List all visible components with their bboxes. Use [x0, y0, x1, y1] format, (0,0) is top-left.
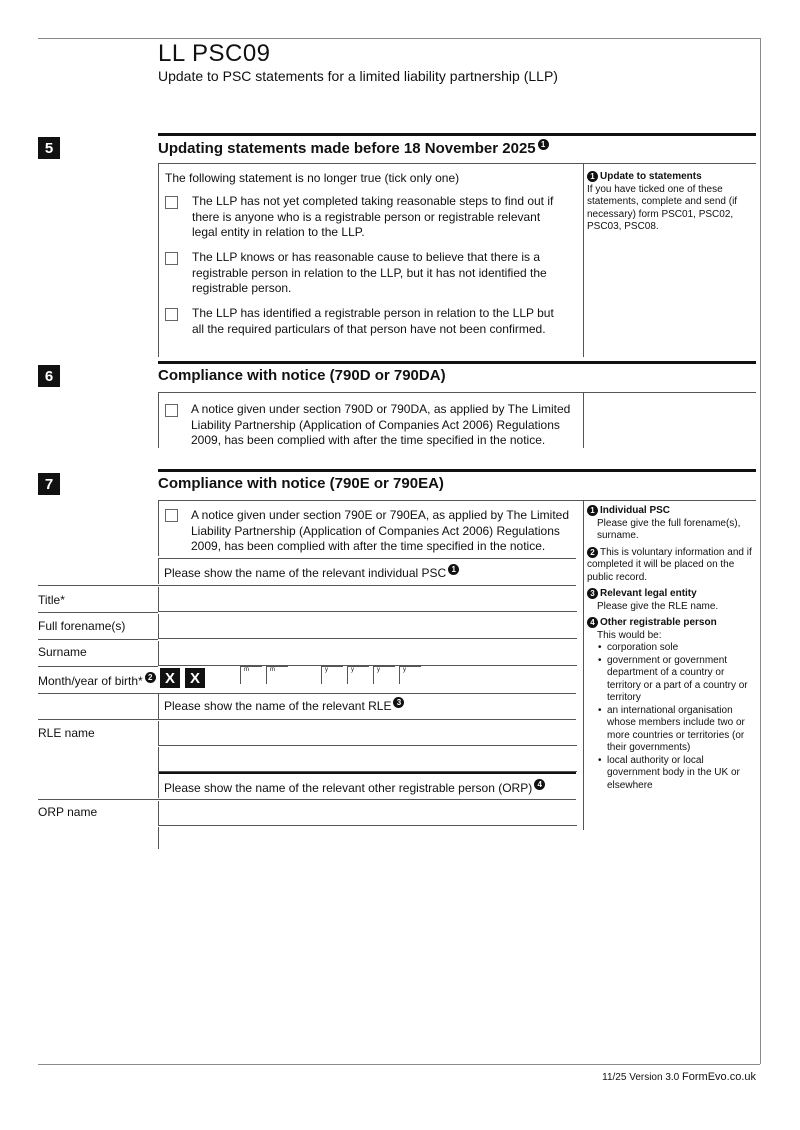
dob-year-4[interactable]: y	[399, 666, 421, 684]
orp-type-item: • government or government department of a country or territory or a part of a country or territory	[607, 655, 755, 705]
note-3-marker: 3	[587, 588, 598, 599]
surname-input[interactable]	[158, 641, 577, 666]
dob-year-2[interactable]: y	[347, 666, 369, 684]
psc-heading-bottom-rule	[38, 585, 576, 586]
note-1-title: Update to statements	[600, 171, 702, 182]
psc-heading-top-rule	[158, 558, 576, 559]
note-2-marker: 2	[587, 547, 598, 558]
note-individual-psc	[587, 505, 755, 543]
forenames-label: Full forename(s)	[38, 619, 126, 633]
orp-heading-bottom-rule	[38, 799, 576, 800]
note-1-body: If you have ticked one of these statements, complete and send (if necessary) form PSC01, PSC02, PSC03, PSC08.	[587, 183, 738, 232]
dob-month-2[interactable]: m	[266, 666, 288, 684]
note-individual-psc-title: Individual PSC	[600, 505, 671, 516]
section-7-rule	[158, 469, 756, 472]
title-input[interactable]	[158, 587, 577, 612]
section-5-note-divider	[583, 163, 584, 357]
note-ref-3: 3	[393, 697, 404, 708]
note-rle-body: Please give the RLE name.	[597, 600, 719, 612]
orp-heading-left-border	[158, 772, 159, 798]
rle-name-input-line-2[interactable]	[158, 747, 577, 772]
note-1-marker: 1	[587, 505, 598, 516]
note-voluntary-info	[587, 547, 755, 585]
orp-type-list	[587, 642, 755, 792]
orp-type-item: • corporation sole	[607, 642, 755, 655]
title-label-rule	[38, 612, 158, 613]
section-7-number: 7	[38, 473, 60, 495]
rle-name-label: RLE name	[38, 726, 95, 740]
statement-2-checkbox[interactable]	[165, 252, 178, 265]
section-5-left-border	[158, 163, 159, 357]
dob-day-masked-2: X	[185, 668, 205, 688]
note-orp-body: This would be:	[597, 629, 662, 641]
dob-day-masked-1: X	[160, 668, 180, 688]
note-4-marker: 4	[587, 617, 598, 628]
dob-month-1[interactable]: m	[240, 666, 262, 684]
psc-heading	[164, 564, 459, 582]
note-rle-title: Relevant legal entity	[600, 588, 697, 599]
page-right-border	[760, 38, 761, 1064]
section-7-statement-border	[158, 500, 159, 556]
footer	[602, 1071, 756, 1083]
orp-name-input-line-1[interactable]	[158, 801, 577, 826]
section-6-number: 6	[38, 365, 60, 387]
section-7-note-divider	[583, 500, 584, 830]
section-6-note-divider	[583, 392, 584, 448]
section-5-title	[158, 139, 549, 157]
orp-heading	[164, 779, 545, 797]
rle-heading	[164, 697, 404, 715]
page-bottom-border	[38, 1064, 760, 1065]
note-orp-title: Other registrable person	[600, 617, 717, 628]
note-ref-1: 1	[538, 139, 549, 150]
form-code: LL PSC09	[158, 40, 271, 67]
psc-heading-text: Please show the name of the relevant individual PSC	[164, 566, 447, 580]
section-6-subrule	[158, 392, 756, 393]
section-7-notes	[587, 505, 755, 792]
statement-1-checkbox[interactable]	[165, 196, 178, 209]
section-7-title: Compliance with notice (790E or 790EA)	[158, 475, 444, 492]
title-label: Title*	[38, 593, 65, 607]
rle-heading-text: Please show the name of the relevant RLE	[164, 699, 392, 713]
note-ref-2: 2	[145, 672, 156, 683]
note-ref-4: 4	[534, 779, 545, 790]
note-relevant-legal-entity	[587, 588, 755, 613]
dob-year-3[interactable]: y	[373, 666, 395, 684]
notice-790d-text: A notice given under section 790D or 790DA, as applied by The Limited Liability Partnership (Application of Companies Act 2006) Regulations 2009, has been complied with after the time specified in the notice.	[191, 402, 571, 447]
orp-heading-text: Please show the name of the relevant other registrable person (ORP)	[164, 781, 533, 795]
rle-heading-top-rule	[158, 693, 576, 694]
note-other-registrable-person	[587, 617, 755, 792]
orp-name-input-line-2[interactable]	[158, 827, 577, 849]
section-5-number: 5	[38, 137, 60, 159]
surname-label-rule	[38, 666, 158, 667]
section-7-subrule	[158, 500, 756, 501]
statement-3-checkbox[interactable]	[165, 308, 178, 321]
orp-heading-top-rule	[158, 772, 576, 774]
note-individual-psc-body: Please give the full forename(s), surname.	[597, 517, 741, 541]
notice-790e-text: A notice given under section 790E or 790EA, as applied by The Limited Liability Partnership (Application of Companies Act 2006) Regulations 2009, has been complied with after the time specified in the notice.	[191, 508, 570, 553]
forenames-input[interactable]	[158, 614, 577, 639]
form-subtitle: Update to PSC statements for a limited liability partnership (LLP)	[158, 68, 558, 84]
notice-790d-checkbox[interactable]	[165, 404, 178, 417]
rle-heading-left-border	[158, 693, 159, 719]
orp-type-item: • an international organisation whose members include two or more countries or territories (or their governments)	[607, 705, 755, 755]
dob-label	[38, 672, 156, 688]
footer-brand: FormEvo.co.uk	[682, 1071, 756, 1083]
section-6-left-border	[158, 392, 159, 448]
orp-name-label: ORP name	[38, 805, 98, 819]
section-6-title: Compliance with notice (790D or 790DA)	[158, 367, 446, 384]
forenames-label-rule	[38, 639, 158, 640]
section-5-intro: The following statement is no longer true (tick only one)	[165, 171, 460, 185]
section-6-rule	[158, 361, 756, 364]
psc-heading-left-border	[158, 558, 159, 584]
dob-label-rule	[38, 693, 158, 694]
notice-790e-checkbox[interactable]	[165, 509, 178, 522]
note-voluntary-info-body: This is voluntary information and if completed it will be placed on the public record.	[587, 546, 752, 583]
rle-name-input-line-1[interactable]	[158, 721, 577, 746]
dob-year-1[interactable]: y	[321, 666, 343, 684]
section-5-title-text: Updating statements made before 18 November 2025	[158, 140, 536, 157]
surname-label: Surname	[38, 645, 87, 659]
section-5-rule	[158, 133, 756, 136]
orp-type-item: • local authority or local government body in the UK or elsewhere	[607, 755, 755, 793]
rle-heading-bottom-rule	[38, 719, 576, 720]
statement-2-text: The LLP knows or has reasonable cause to believe that there is a registrable person in relation to the LLP, but it has not identified the registrable person.	[192, 250, 547, 295]
statement-1-text: The LLP has not yet completed taking reasonable steps to find out if there is anyone who is a registrable person or registrable relevant legal entity in relation to the LLP.	[192, 194, 554, 239]
dob-label-text: Month/year of birth*	[38, 674, 143, 688]
footer-version: 11/25 Version 3.0	[602, 1072, 680, 1083]
note-1-marker: 1	[587, 171, 598, 182]
note-update-to-statements	[587, 171, 755, 234]
section-5-subrule	[158, 163, 756, 164]
statement-3-text: The LLP has identified a registrable person in relation to the LLP but all the required particulars of that person have not been confirmed.	[192, 306, 554, 336]
page-top-border	[38, 38, 760, 39]
note-ref-1: 1	[448, 564, 459, 575]
